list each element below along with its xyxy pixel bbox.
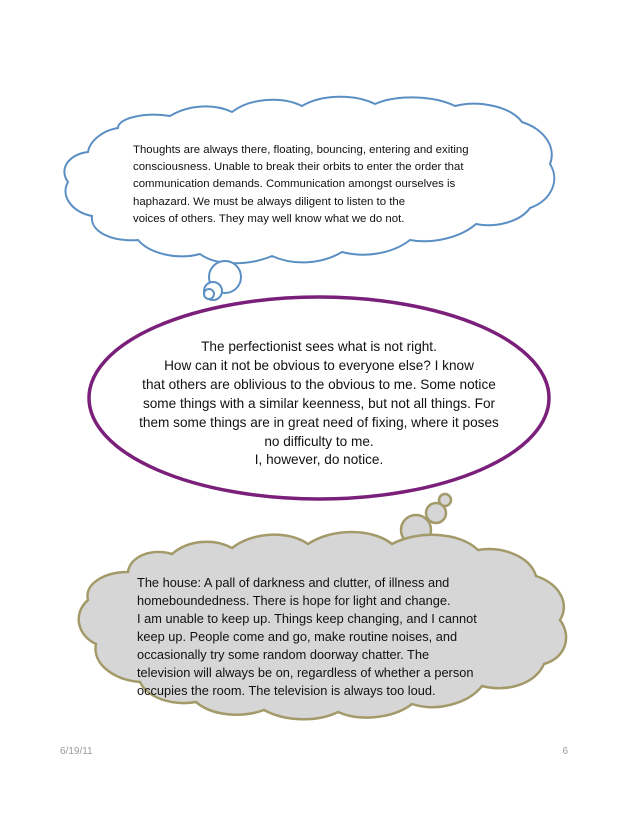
- thought-ellipse-2-line: How can it not be obvious to everyone else? I know: [164, 357, 474, 373]
- thought-ellipse-2-text: [110, 338, 528, 470]
- thought-cloud-3-line: keep up. People come and go, make routine noises, and: [137, 629, 458, 644]
- footer-page-number: 6: [562, 746, 568, 757]
- thought-cloud-3-line: homeboundedness. There is hope for light and change.: [137, 593, 451, 608]
- thought-cloud-3-line: I am unable to keep up. Things keep changing, and I cannot: [137, 611, 477, 626]
- thought-ellipse-2-line: that others are oblivious to the obvious to me. Some notice: [142, 376, 496, 392]
- thought-ellipse-2-line: The perfectionist sees what is not right.: [201, 339, 437, 354]
- thought-cloud-1-line: voices of others. They may well know what we do not.: [133, 212, 405, 225]
- thought-cloud-1-line: Thoughts are always there, floating, bouncing, entering and exiting: [133, 144, 469, 156]
- thought-ellipse-2-line: them some things are in great need of fixing, where it poses: [139, 414, 499, 430]
- thought-cloud-1-text: [133, 142, 533, 228]
- thought-ellipse-2-line: some things with a similar keenness, but not all things. For: [142, 395, 496, 411]
- thought-cloud-1-trail-small: [204, 289, 214, 299]
- thought-ellipse-2-line: no difficulty to me.: [264, 433, 374, 449]
- thought-cloud-3-text: [137, 574, 517, 700]
- thought-cloud-1-line: communication demands. Communication amongst ourselves is: [133, 178, 456, 191]
- thought-cloud-1-line: consciousness. Unable to break their orbits to enter the order that: [133, 161, 464, 174]
- thought-cloud-1-line: haphazard. We must be always diligent to listen to the: [133, 195, 406, 208]
- thought-cloud-3-line: The house: A pall of darkness and clutter, of illness and: [137, 575, 450, 590]
- thought-cloud-3-trail-medium: [426, 503, 446, 523]
- thought-cloud-3-line: occasionally try some random doorway chatter. The: [137, 647, 430, 662]
- footer-date: 6/19/11: [60, 746, 93, 757]
- thought-cloud-3-line: occupies the room. The television is always too loud.: [137, 683, 436, 698]
- thought-ellipse-2-line: I, however, do notice.: [254, 452, 384, 468]
- thought-cloud-3-line: television will always be on, regardless of whether a person: [137, 665, 474, 680]
